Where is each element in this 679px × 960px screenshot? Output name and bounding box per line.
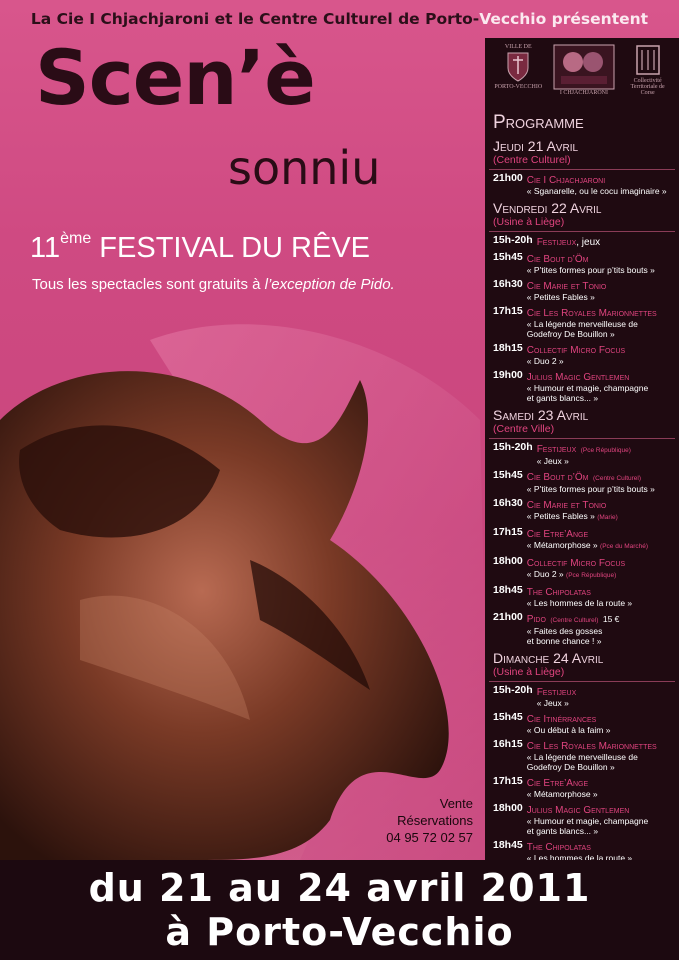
event-name: The Chipolatas [526, 587, 591, 598]
day-title: Jeudi 21 Avril [493, 138, 579, 154]
event-name: Cie Etre’Ange [526, 778, 589, 789]
event-time: 21h00 [493, 611, 523, 623]
event-content [527, 343, 679, 366]
programme-event [485, 840, 679, 860]
event-description [527, 752, 679, 772]
programme-event [485, 306, 679, 339]
event-time: 15h-20h [493, 441, 533, 453]
programme-event [485, 712, 679, 735]
free-notice [32, 276, 395, 293]
programme-title: Programme [493, 112, 584, 133]
event-time: 15h45 [493, 251, 523, 263]
event-description-text: « Métamorphose » [526, 540, 598, 550]
reservations-phone: 04 95 72 02 57 [386, 830, 473, 845]
day-divider [489, 681, 675, 682]
event-description-text: « Jeux » [536, 698, 569, 708]
festival-dates: du 21 au 24 avril 2011 [88, 866, 591, 910]
event-description-text: « Sganarelle, ou le cocu imaginaire » [526, 186, 667, 196]
event-content [527, 370, 679, 403]
festival-edition [30, 232, 370, 265]
event-time: 17h15 [493, 305, 523, 317]
day-location: (Centre Culturel) [493, 154, 571, 166]
programme-event [485, 442, 679, 466]
event-content [527, 527, 679, 552]
event-time: 17h15 [493, 775, 523, 787]
programme-event [485, 556, 679, 581]
collectivite-logo [626, 44, 670, 96]
reservations-label: Réservations [397, 813, 473, 828]
free-notice-text: Tous les spectacles sont gratuits à [32, 276, 265, 293]
event-description-text: « La légende merveilleuse de Godefroy De Bouillon » [526, 319, 638, 339]
event-description [527, 292, 679, 302]
event-description [527, 598, 679, 608]
event-name: Cie Marie et Tonio [526, 281, 607, 292]
porto-label: PORTO-VECCHIO [494, 84, 543, 90]
programme-days [485, 138, 679, 860]
event-name: Pido [526, 614, 546, 625]
ville-logo [494, 44, 542, 90]
event-name: Cie Les Royales Marionnettes [526, 741, 657, 752]
event-description-text: « Humour et magie, champagne et gants blancs... » [526, 383, 649, 403]
event-name: Cie I Chjachjaroni [526, 175, 606, 186]
event-time: 15h-20h [493, 684, 533, 696]
programme-event [485, 279, 679, 302]
event-description [527, 540, 679, 552]
event-name: Festijeux [536, 687, 577, 698]
event-extra: , jeux [576, 237, 601, 248]
theatre-masks-icon [553, 44, 615, 90]
event-description [527, 789, 679, 799]
coat-of-arms-icon [505, 50, 531, 84]
event-time: 16h30 [493, 497, 523, 509]
programme-event [485, 343, 679, 366]
event-description-location: (Pce du Marché) [600, 543, 649, 550]
event-description [527, 319, 679, 339]
event-name: Festijeux [536, 237, 577, 248]
event-content [527, 306, 679, 339]
day-title: Samedi 23 Avril [493, 407, 589, 423]
event-description-text: « Ou début à la faim » [526, 725, 611, 735]
event-content [537, 685, 679, 708]
programme-event [485, 235, 679, 248]
edition-number: 11 [30, 232, 61, 264]
event-description [527, 626, 679, 646]
event-content [527, 279, 679, 302]
event-description [527, 816, 679, 836]
event-description [527, 356, 679, 366]
event-content [527, 803, 679, 836]
programme-event [485, 470, 679, 494]
day-divider [489, 231, 675, 232]
collectivite-label: Collectivité Territoriale de Corse [630, 78, 665, 96]
day-title: Vendredi 22 Avril [493, 200, 602, 216]
event-description-text: « Humour et magie, champagne et gants blancs... » [526, 816, 649, 836]
event-time: 18h00 [493, 802, 523, 814]
event-description [537, 698, 679, 708]
event-name: Festijeux [536, 444, 577, 455]
event-content [527, 840, 679, 860]
festival-subtitle: sonniu [228, 141, 381, 195]
event-description [527, 569, 679, 581]
event-content [527, 173, 679, 196]
day-location: (Usine à Liège) [493, 216, 565, 228]
event-content [527, 252, 679, 275]
programme-event [485, 498, 679, 523]
footer-banner [0, 860, 679, 960]
day-divider [489, 169, 675, 170]
event-content [527, 498, 679, 523]
day-location: (Centre Ville) [493, 423, 555, 435]
event-time: 18h45 [493, 584, 523, 596]
programme-event [485, 739, 679, 772]
reservations-vente: Vente [439, 796, 473, 811]
programme-event [485, 776, 679, 799]
programme-event [485, 252, 679, 275]
day-divider [489, 438, 675, 439]
event-content [527, 585, 679, 608]
event-content [527, 470, 679, 494]
event-name: Julius Magic Gentlemen [526, 372, 630, 383]
event-name: The Chipolatas [526, 842, 591, 853]
event-description [527, 853, 679, 860]
event-description [527, 265, 679, 275]
programme-sidebar [485, 38, 679, 860]
event-description [537, 456, 679, 466]
event-price: 15 € [602, 614, 620, 624]
event-name: Cie Bout d’Öm [526, 254, 589, 265]
compagnie-label: I CHJACHJARONI [559, 90, 608, 96]
event-description-location: (Pce République) [566, 572, 617, 579]
event-name: Collectif Micro Focus [526, 345, 626, 356]
event-content [527, 776, 679, 799]
programme-event [485, 585, 679, 608]
programme-event [485, 527, 679, 552]
programme-event [485, 370, 679, 403]
event-description-text: « Métamorphose » [526, 789, 598, 799]
event-description-text: « La légende merveilleuse de Godefroy De Bouillon » [526, 752, 638, 772]
event-name: Cie Etre’Ange [526, 529, 589, 540]
compagnie-logo [553, 44, 615, 96]
event-description [527, 484, 679, 494]
event-description-text: « Jeux » [536, 456, 569, 466]
event-description [527, 725, 679, 735]
event-time: 18h45 [493, 839, 523, 851]
event-location: (Pce République) [580, 447, 631, 454]
event-content [527, 556, 679, 581]
sponsor-logos [485, 38, 679, 106]
event-description-text: « Duo 2 » [526, 356, 564, 366]
free-notice-exception: l’exception de Pido. [264, 276, 395, 293]
event-time: 18h00 [493, 555, 523, 567]
event-description-text: « Petites Fables » [526, 511, 595, 521]
event-content [537, 235, 679, 248]
programme-day [485, 138, 679, 196]
event-time: 17h15 [493, 526, 523, 538]
event-time: 18h15 [493, 342, 523, 354]
programme-day [485, 650, 679, 860]
reservations-block [365, 795, 473, 846]
event-time: 16h15 [493, 738, 523, 750]
ville-label: VILLE DE [504, 44, 532, 50]
presenters-text-light: Vecchio présentent [479, 10, 649, 28]
event-description-text: « Faites des gosses et bonne chance ! » [526, 626, 603, 646]
event-time: 15h45 [493, 711, 523, 723]
event-content [527, 612, 679, 646]
day-location: (Usine à Liège) [493, 666, 565, 678]
event-description [527, 383, 679, 403]
event-time: 15h45 [493, 469, 523, 481]
event-description-text: « Duo 2 » [526, 569, 564, 579]
festival-city: à Porto-Vecchio [165, 910, 514, 954]
event-name: Cie Bout d’Öm [526, 472, 589, 483]
event-time: 19h00 [493, 369, 523, 381]
event-content [537, 442, 679, 466]
event-location: (Centre Culturel) [592, 475, 642, 482]
event-description-text: « Les hommes de la route » [526, 853, 633, 860]
festival-name: FESTIVAL DU RÊVE [99, 232, 371, 264]
programme-event [485, 685, 679, 708]
event-name: Cie Itinérrances [526, 714, 597, 725]
programme-day [485, 407, 679, 646]
programme-event [485, 803, 679, 836]
mask-illustration [0, 300, 490, 860]
presenters-text-dark: La Cie I Chjachjaroni et le Centre Culturel de Porto- [30, 10, 480, 28]
day-title: Dimanche 24 Avril [493, 650, 604, 666]
event-description [527, 511, 679, 523]
event-content [527, 712, 679, 735]
event-time: 15h-20h [493, 234, 533, 246]
event-name: Collectif Micro Focus [526, 558, 626, 569]
event-description-text: « P’tites formes pour p’tits bouts » [526, 484, 655, 494]
event-name: Cie Marie et Tonio [526, 500, 607, 511]
event-description-text: « Petites Fables » [526, 292, 595, 302]
event-description-text: « Les hommes de la route » [526, 598, 633, 608]
event-location: (Centre Culturel) [550, 617, 599, 624]
programme-event [485, 173, 679, 196]
collectivite-icon [633, 44, 663, 78]
event-description [527, 186, 679, 196]
festival-title: Scen’è [35, 33, 315, 122]
event-description-location: (Marie) [597, 514, 618, 521]
event-time: 21h00 [493, 172, 523, 184]
event-name: Cie Les Royales Marionnettes [526, 308, 657, 319]
edition-suffix: ème [60, 230, 92, 247]
programme-day [485, 200, 679, 403]
event-description-text: « P’tites formes pour p’tits bouts » [526, 265, 655, 275]
event-time: 16h30 [493, 278, 523, 290]
programme-event [485, 612, 679, 646]
event-content [527, 739, 679, 772]
event-name: Julius Magic Gentlemen [526, 805, 630, 816]
